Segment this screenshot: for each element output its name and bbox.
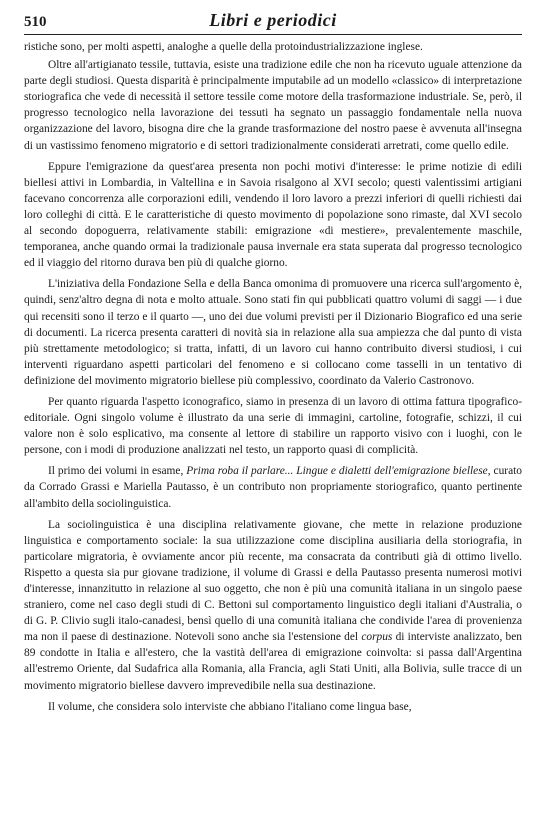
paragraph	[24, 394, 522, 458]
text-run: Il volume, che considera solo interviste che abbiano l'italiano come lingua base,	[48, 700, 412, 713]
text-run: Per quanto riguarda l'aspetto iconografico, siamo in presenza di un lavoro di ottima fattura tipografico-editoriale. Ogni singolo volume è illustrato da una serie di immagini, cartoline, fotografie, schizzi, il cui valore non è solo esplicativo, ma consente al lettore di stabilire un rapporto visivo con i luoghi, con le persone, con i modi di produzione analizzati nel testo, un rapporto quasi di complicità.	[24, 395, 522, 457]
paragraph	[24, 699, 522, 715]
text-run: Oltre all'artigianato tessile, tuttavia, esiste una tradizione edile che non ha ricevuto uguale attenzione da parte degli studiosi. Questa disparità è principalmente imputabile ad un modello «classico» di interpretazione storiografica che vede di necessità il settore tessile come motore della trasformazione industriale. Se, però, il progresso tecnologico nella lavorazione dei tessuti ha segnato un passaggio fondamentale nella nuova organizzazione del lavoro, bisogna dire che la grande trasformazione del nostro paese è avvenuta all'insegna di un vastissimo fenomeno migratorio e di settori tradizionalmente considerati arretrati, come quello edile.	[24, 59, 522, 152]
text-run: di interviste analizzato, ben 89 condotte in Italia e all'estero, che la vastità dell'area di emigrazione coinvolta: si passa dall'Argentina all'estremo Oriente, dal Sudafrica alla Romania, alla Francia, agli Stati Uniti, alla Bolivia, sulle tracce di un movimento migratorio biellese davvero imprevedibile nella sua destinazione.	[24, 631, 522, 692]
page-number: 510	[24, 14, 47, 30]
text-run: La sociolinguistica è una disciplina relativamente giovane, che mette in relazione produzione linguistica e comportamento sociale: la sua utilizzazione come disciplina ausiliaria della storiografia, in particolare migratoria, è ovviamente ancor più recente, ma consacrata da contributi già di ottimo livello. Rispetto a questa sia pur giovane tradizione, il volume di Grassi e della Pautasso presenta numerosi motivi d'interesse, innanzitutto in relazione al suo oggetto, che non è più una comunità italiana in un singolo paese straniero, come nel caso degli studi di C. Bettoni sul comportamento linguistico degli italiani d'Australia, o di G. P. Clivio sugli italo-canadesi, bensì quello di una comunità italiana che condivide l'area di provenienza ma non il paese di destinazione. Notevoli sono anche sia l'estensione del	[24, 518, 522, 644]
paragraph	[24, 39, 522, 55]
paragraph	[24, 517, 522, 694]
text-run: Eppure l'emigrazione da quest'area presenta non pochi motivi d'interesse: le prime notizie di edili biellesi attivi in Lombardia, in Valtellina e in Savoia risalgono al XVI secolo; questi valentissimi artigiani facevano concorrenza alle corporazioni edili, vendendo il loro lavoro a prezzi inferiori di quelli richiesti dai loro colleghi di città. E le caratteristiche di questo movimento di popolazione sono rimaste, dal XVI secolo al secondo dopoguerra, relativamente stabili: emigrazione «di mestiere», prevalentemente maschile, temporanea, anche quando ormai la tradizionale pausa invernale era stata superata dal progresso tecnologico ed il viaggio del ritorno durava ben più di qualche giorno.	[24, 160, 522, 270]
paragraph	[24, 159, 522, 272]
italic-text: Prima roba il parlare... Lingue e dialetti dell'emigrazione biellese	[186, 465, 488, 478]
paragraph	[24, 463, 522, 511]
running-header	[24, 10, 522, 35]
paragraph	[24, 276, 522, 389]
text-run: ristiche sono, per molti aspetti, analoghe a quelle della protoindustrializzazione inglese.	[24, 41, 423, 53]
text-run: L'iniziativa della Fondazione Sella e della Banca omonima di promuovere una ricerca sull'argomento è, quindi, senz'altro degna di nota e molto attuale. Sono stati fin qui pubblicati quattro volumi di saggi — i due qui recensiti sono il terzo e il quarto —, uno dei due volumi previsti per il Dizionario Biografico ed una serie di documenti. La ricerca presenta caratteri di novità sia in relazione alla sua ampiezza che dal punto di vista più strettamente metodologico; si tratta, infatti, di un lavoro cui hanno contribuito diversi studiosi, i cui interventi riguardano aspetti particolari del fenomeno e si collocano come tasselli in un tentativo di definizione del movimento migratorio biellese più complessivo, coordinato da Valerio Castronovo.	[24, 278, 522, 387]
text-run: Il primo dei volumi in esame,	[48, 465, 187, 478]
article-body	[24, 39, 522, 715]
text-run: , curato da Corrado Grassi e Mariella Pautasso, è un contributo non propriamente storiografico, quanto pertinente all'ambito della sociolinguistica.	[24, 465, 523, 510]
italic-text: corpus	[361, 631, 393, 644]
running-title: Libri e periodici	[209, 10, 337, 30]
paragraph	[24, 57, 522, 154]
